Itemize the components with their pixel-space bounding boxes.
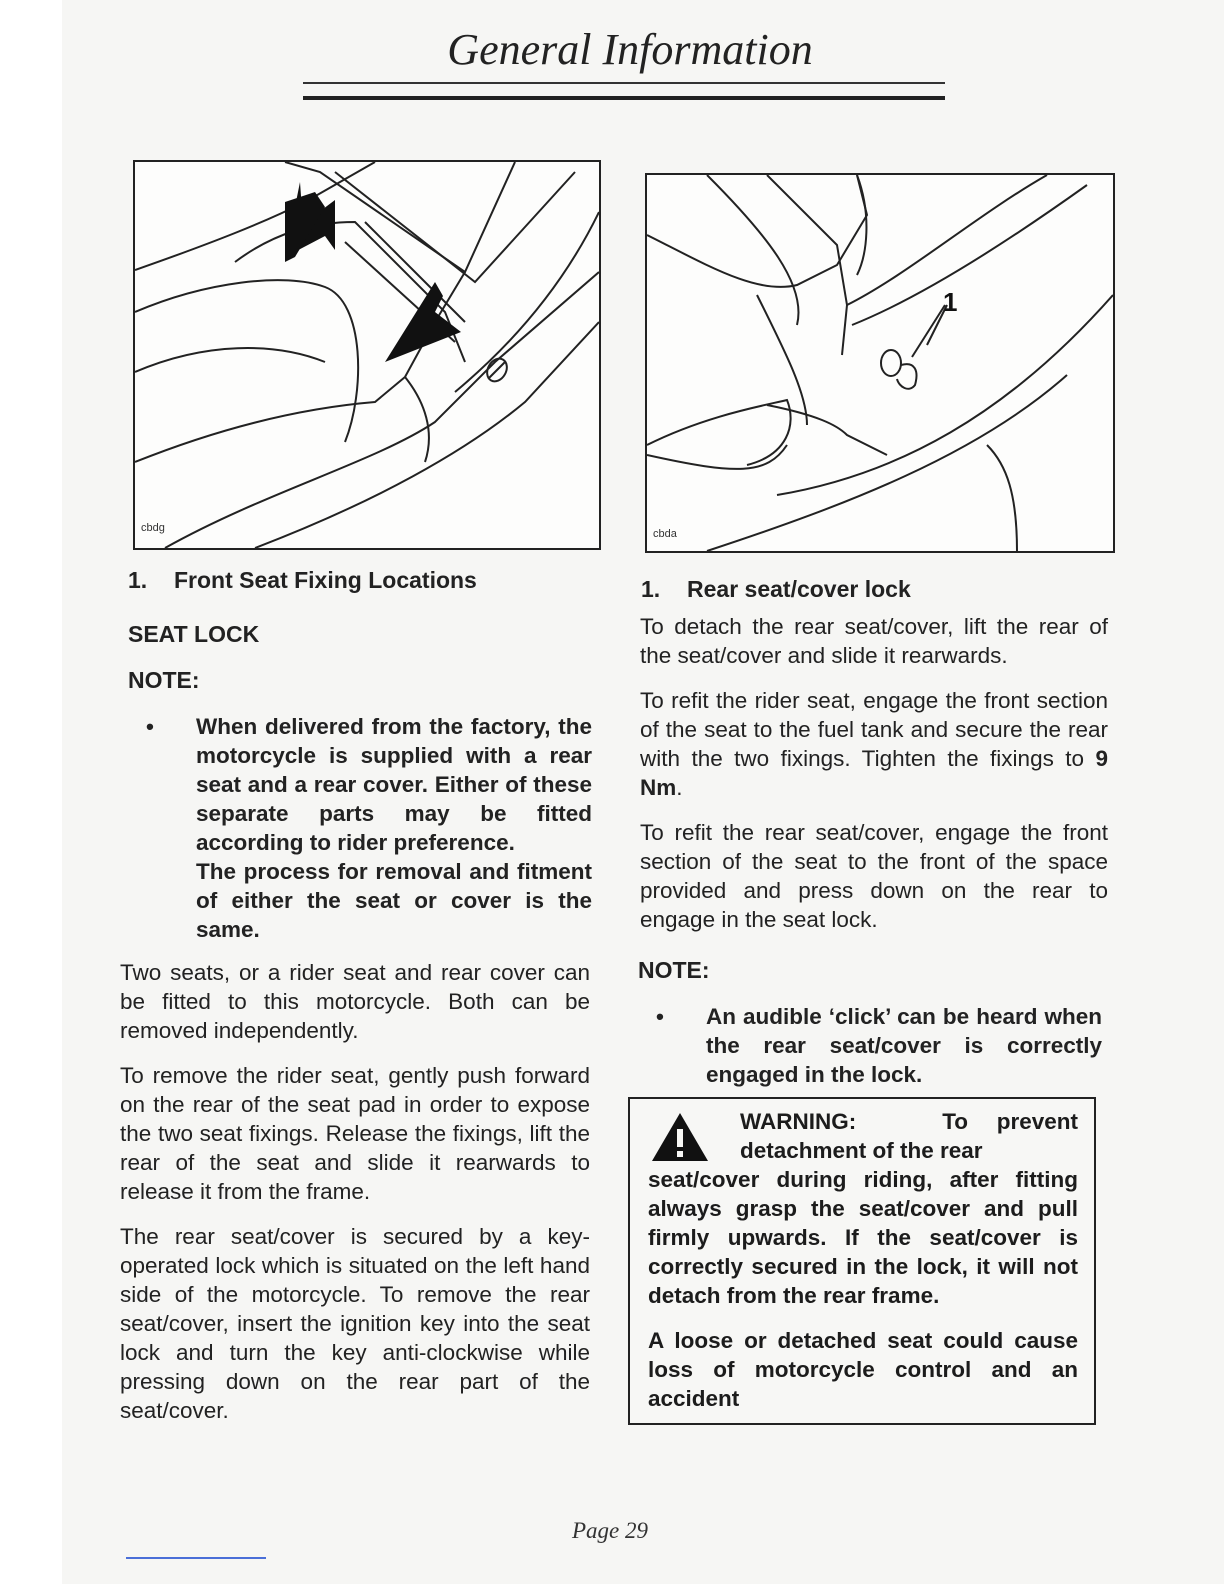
right-body [640, 612, 1108, 934]
left-para-3: The rear seat/cover is secured by a key-operated lock which is situated on the left hand side of the motorcycle. To remove the rear seat/cover, insert the ignition key into the seat lock and turn the key anti-clockwise while pressing down on the rear part of the seat/cover. [120, 1224, 590, 1423]
right-para-1: To detach the rear seat/cover, lift the rear of the seat/cover and slide it rearwards. [640, 614, 1108, 668]
front-seat-illustration [135, 162, 599, 548]
right-note-bullet [656, 1002, 1102, 1089]
left-body [120, 958, 590, 1425]
page-title: General Information [447, 25, 813, 74]
right-para-2-end: . [676, 775, 683, 800]
rear-seat-illustration [647, 175, 1113, 551]
warning-text-rest: seat/cover during riding, after fitting always grasp the seat/cover and pull firmly upwards. If the seat/cover is correctly secured in the lock, it will not detach from the rear frame. [648, 1167, 1078, 1308]
warning-text-first: To prevent detachment of the rear [740, 1109, 1078, 1163]
left-note-continuation: The process for removal and fitment of either the seat or cover is the same. [196, 859, 592, 942]
warning-first-lines [740, 1107, 1078, 1165]
warning-text-2: A loose or detached seat could cause loss of motorcycle control and an accident [648, 1328, 1078, 1411]
warning-triangle-icon [650, 1111, 710, 1163]
warning-box [628, 1097, 1096, 1425]
left-note-block [146, 712, 592, 944]
right-figure-caption [641, 575, 1111, 604]
left-para-1: Two seats, or a rider seat and rear cover can be fitted to this motorcycle. Both can be removed independently. [120, 960, 590, 1043]
figure-code: cbda [653, 528, 677, 540]
right-para-3: To refit the rear seat/cover, engage the front section of the seat to the front of the space provided and press down on the rear to engage in the seat lock. [640, 820, 1108, 932]
caption-number: 1. [641, 576, 661, 602]
page-number: Page 29 [571, 1518, 648, 1543]
header-rule-thick [303, 96, 945, 100]
seat-lock-heading: SEAT LOCK [128, 621, 260, 647]
right-note-text: An audible ‘click’ can be heard when the rear seat/cover is correctly engaged in the lock. [706, 1004, 1102, 1087]
warning-label: WARNING: [740, 1109, 857, 1134]
front-seat-figure [133, 160, 601, 550]
left-note-text: When delivered from the factory, the motorcycle is supplied with a rear seat and a rear cover. Either of these separate parts may be fitted according to rider preference. [196, 714, 592, 855]
right-note-block [656, 1002, 1102, 1089]
right-para-2 [640, 686, 1108, 802]
left-note-label: NOTE: [128, 667, 200, 693]
caption-text: Rear seat/cover lock [687, 576, 911, 602]
rear-seat-lock-figure [645, 173, 1115, 553]
bullet-dot: • [656, 1004, 664, 1029]
caption-number: 1. [128, 567, 148, 593]
caption-text: Front Seat Fixing Locations [174, 567, 477, 593]
bottom-link-underline [126, 1557, 266, 1559]
figure-code: cbdg [141, 522, 165, 534]
bullet-dot: • [146, 714, 154, 739]
callout-1: 1 [943, 287, 958, 317]
left-figure-caption [128, 566, 598, 595]
right-note-label: NOTE: [638, 957, 710, 983]
right-para-2-start: To refit the rider seat, engage the front section of the seat to the fuel tank and secure the rear with the two fixings. Tighten the fixings to [640, 688, 1108, 771]
torque-value: 9 Nm [640, 746, 1108, 800]
left-note-bullet [146, 712, 592, 857]
left-para-2: To remove the rider seat, gently push forward on the rear of the seat pad in order to expose the two seat fixings. Release the fixings, lift the rear of the seat and slide it rearwards to release it from the frame. [120, 1063, 590, 1204]
header-rule-thin [303, 82, 945, 84]
